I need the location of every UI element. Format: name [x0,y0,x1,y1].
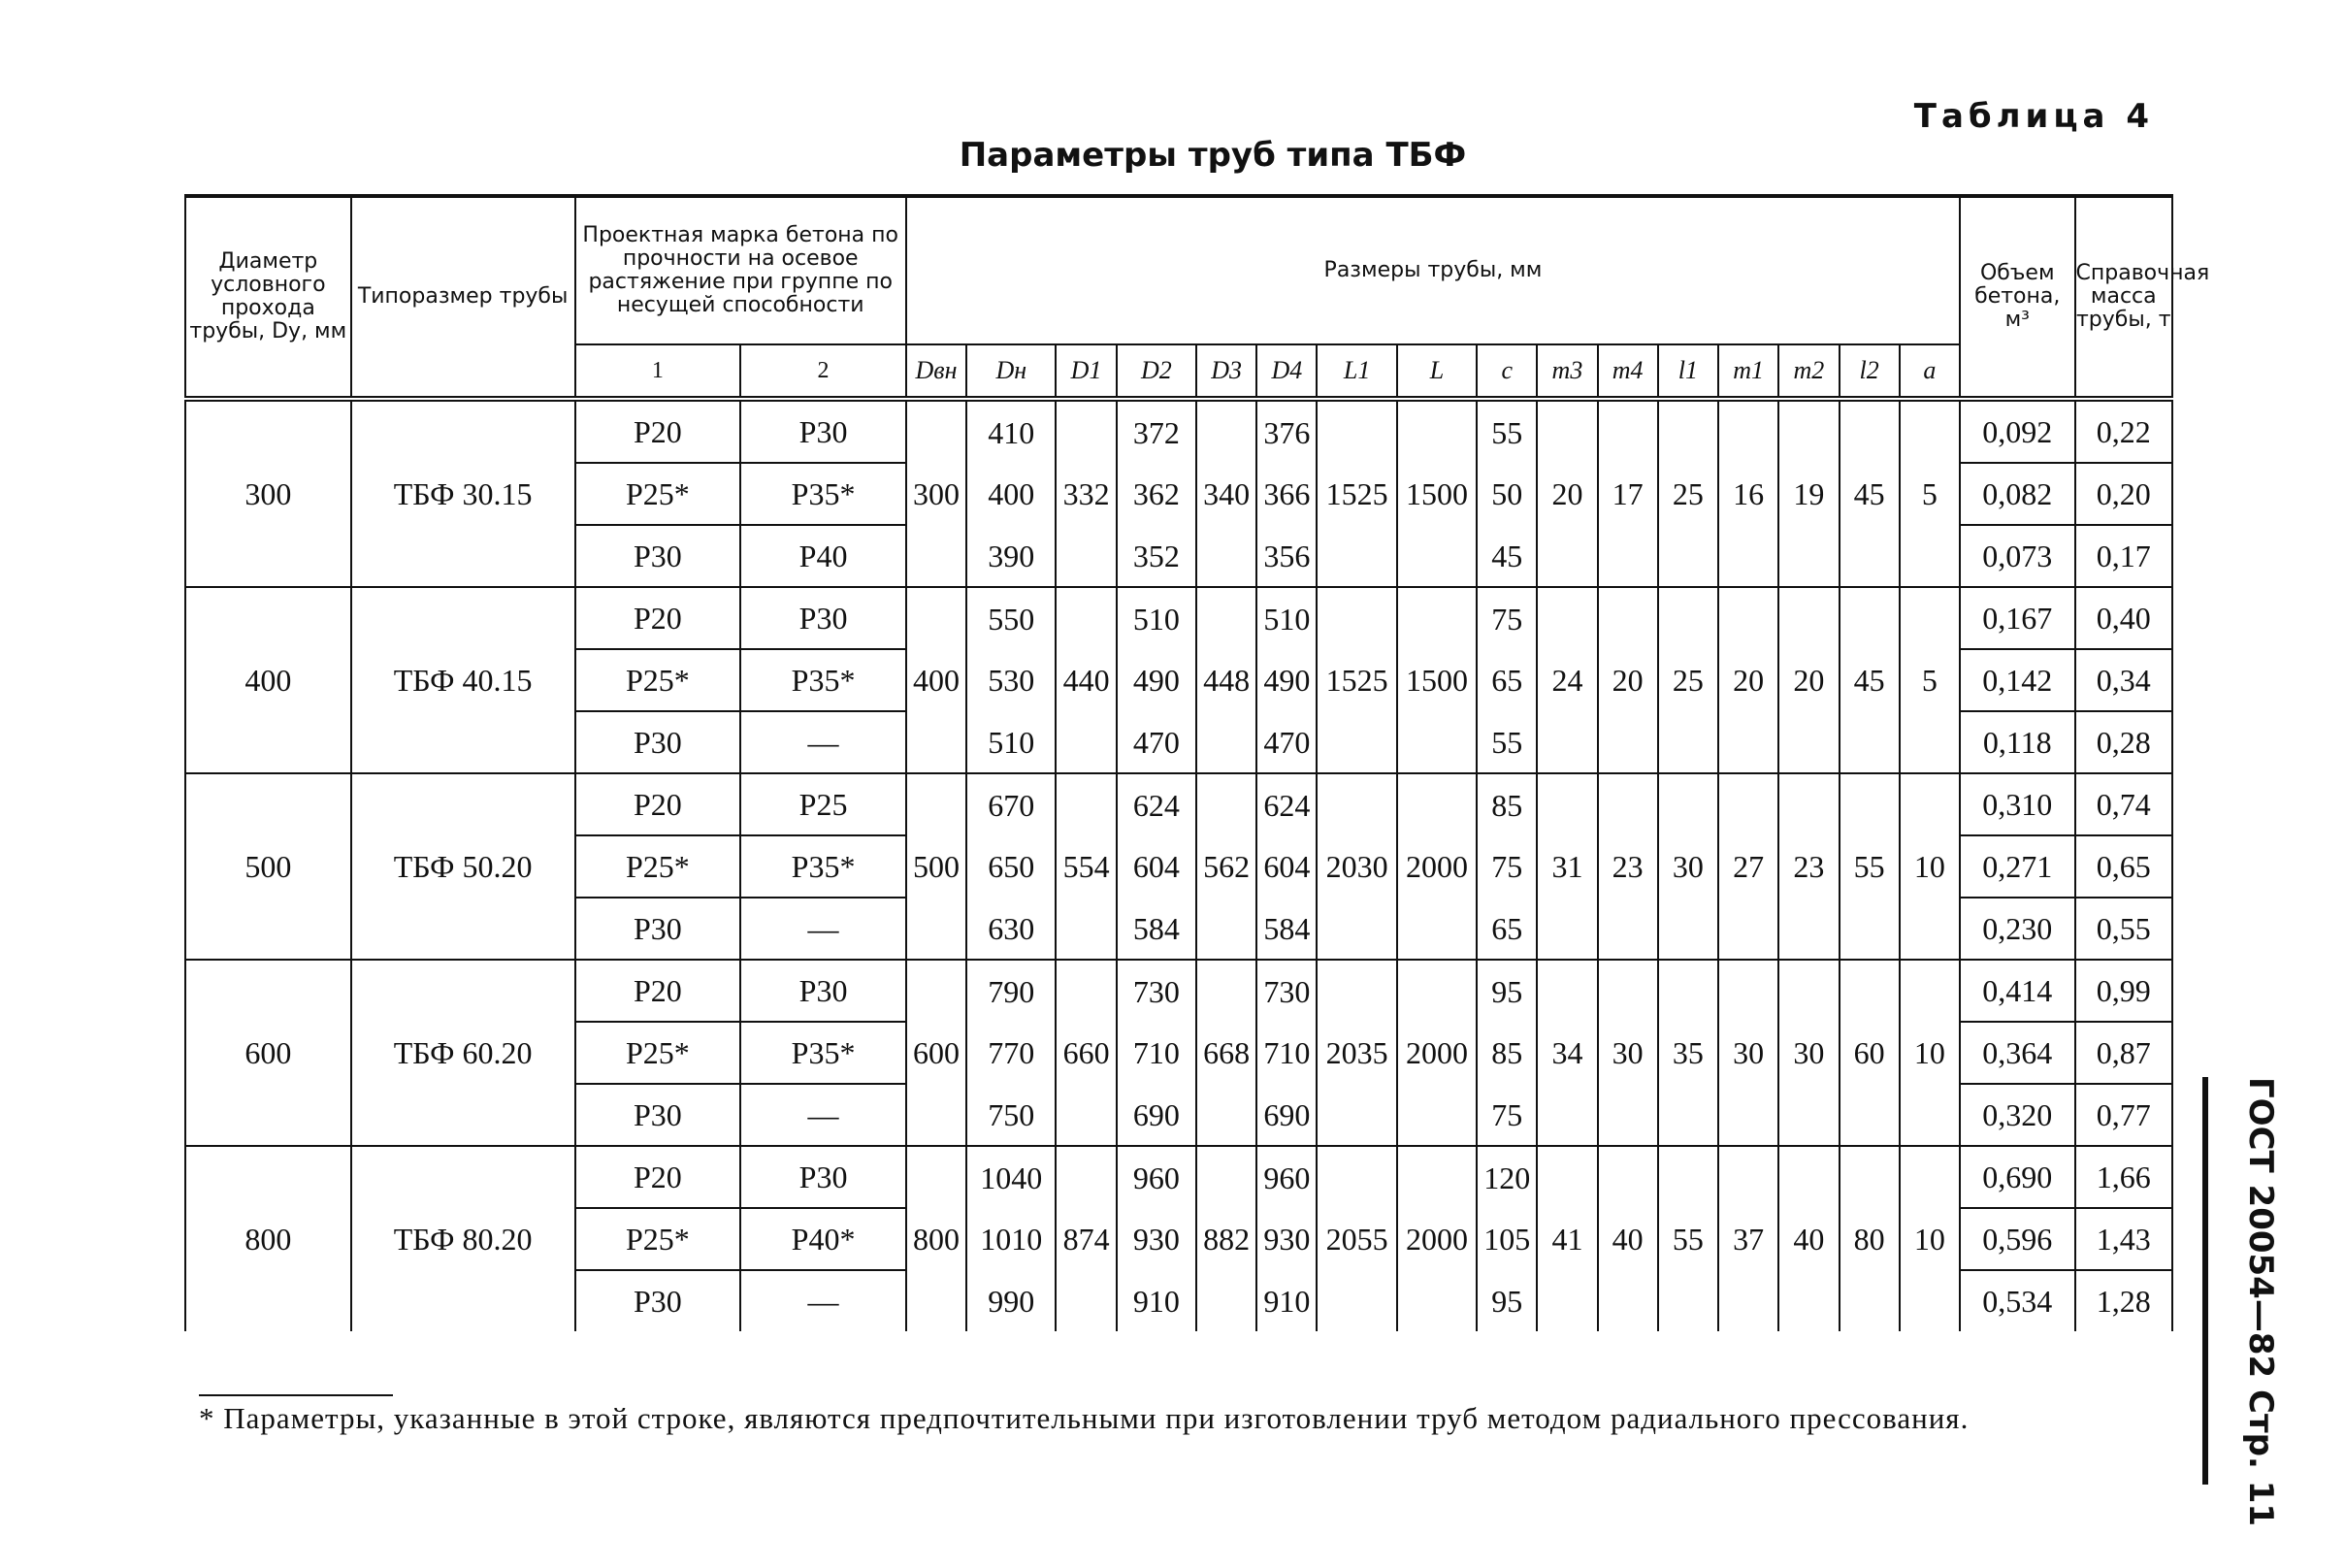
cell-volume: 0,073 [1960,525,2074,587]
cell-grade-2: — [740,898,906,960]
header-grade-2: 2 [740,344,906,399]
cell-d4: 376 [1256,399,1317,463]
cell-grade-2: — [740,711,906,773]
cell-dn: 750 [966,1084,1056,1146]
table-row [185,773,2172,835]
cell-volume: 0,092 [1960,399,2074,463]
cell-grade-1: Р20 [575,399,741,463]
cell-mass: 0,65 [2075,835,2173,898]
cell-l: 2000 [1397,773,1477,960]
cell-volume: 0,167 [1960,587,2074,649]
cell-m3: 20 [1537,399,1597,587]
cell-c: 50 [1477,463,1537,525]
cell-mass: 0,34 [2075,649,2173,711]
cell-dn: 990 [966,1270,1056,1331]
cell-d2: 710 [1117,1022,1196,1084]
cell-d1: 332 [1056,399,1116,587]
cell-grade-1: Р30 [575,1084,741,1146]
cell-d2: 470 [1117,711,1196,773]
cell-m3: 34 [1537,960,1597,1146]
cell-volume: 0,082 [1960,463,2074,525]
cell-d3: 668 [1196,960,1256,1146]
cell-dvn: 800 [906,1146,966,1331]
pipe-parameters-table-wrapper [184,194,2210,1331]
cell-d4: 366 [1256,463,1317,525]
cell-mass: 0,20 [2075,463,2173,525]
cell-volume: 0,320 [1960,1084,2074,1146]
cell-dn: 770 [966,1022,1056,1084]
cell-dn: 410 [966,399,1056,463]
cell-c: 55 [1477,711,1537,773]
cell-m3: 24 [1537,587,1597,773]
cell-grade-1: Р30 [575,898,741,960]
cell-type-size: ТБФ 80.20 [351,1146,575,1331]
cell-c: 120 [1477,1146,1537,1208]
cell-m4: 40 [1598,1146,1658,1331]
cell-grade-2: Р35* [740,649,906,711]
cell-grade-2: Р40* [740,1208,906,1270]
cell-grade-1: Р30 [575,711,741,773]
cell-grade-2: Р30 [740,1146,906,1208]
cell-c: 105 [1477,1208,1537,1270]
header-dim: c [1477,344,1537,399]
cell-dn: 790 [966,960,1056,1022]
cell-grade-2: Р30 [740,960,906,1022]
cell-grade-2: Р40 [740,525,906,587]
header-size: Типоразмер трубы [351,196,575,399]
cell-grade-1: Р25* [575,463,741,525]
cell-d2: 910 [1117,1270,1196,1331]
cell-d4: 690 [1256,1084,1317,1146]
cell-d2: 352 [1117,525,1196,587]
cell-mass: 0,99 [2075,960,2173,1022]
cell-d4: 730 [1256,960,1317,1022]
cell-d3: 448 [1196,587,1256,773]
table-row [185,587,2172,649]
cell-type-size: ТБФ 60.20 [351,960,575,1146]
cell-d2: 510 [1117,587,1196,649]
cell-m2: 20 [1778,587,1839,773]
cell-d4: 960 [1256,1146,1317,1208]
cell-diameter: 400 [185,587,351,773]
header-dim: l1 [1658,344,1718,399]
cell-type-size: ТБФ 40.15 [351,587,575,773]
header-dims-group: Размеры трубы, мм [906,196,1960,344]
header-grade-group: Проектная марка бетона по прочности на осевое растяжение при группе по несущей способности [575,196,906,344]
header-dim: a [1900,344,1960,399]
cell-m2: 30 [1778,960,1839,1146]
cell-dvn: 300 [906,399,966,587]
cell-l1s: 55 [1658,1146,1718,1331]
cell-a: 5 [1900,587,1960,773]
footnote-divider [199,1394,393,1396]
cell-volume: 0,118 [1960,711,2074,773]
cell-d2: 624 [1117,773,1196,835]
header-dim: m4 [1598,344,1658,399]
cell-l: 2000 [1397,960,1477,1146]
cell-mass: 0,17 [2075,525,2173,587]
cell-diameter: 500 [185,773,351,960]
cell-a: 5 [1900,399,1960,587]
cell-grade-1: Р25* [575,1208,741,1270]
cell-mass: 0,28 [2075,711,2173,773]
cell-grade-1: Р20 [575,1146,741,1208]
cell-d4: 624 [1256,773,1317,835]
cell-l1: 1525 [1317,399,1396,587]
header-dim: D1 [1056,344,1116,399]
cell-d2: 372 [1117,399,1196,463]
cell-volume: 0,596 [1960,1208,2074,1270]
cell-grade-2: — [740,1084,906,1146]
cell-mass: 0,77 [2075,1084,2173,1146]
header-dim: D3 [1196,344,1256,399]
cell-l1: 2030 [1317,773,1396,960]
cell-m1: 16 [1718,399,1778,587]
cell-l2: 80 [1840,1146,1900,1331]
cell-l2: 45 [1840,587,1900,773]
cell-c: 75 [1477,587,1537,649]
cell-dn: 530 [966,649,1056,711]
cell-dn: 630 [966,898,1056,960]
cell-m1: 37 [1718,1146,1778,1331]
cell-c: 85 [1477,773,1537,835]
cell-m3: 31 [1537,773,1597,960]
cell-m2: 40 [1778,1146,1839,1331]
cell-l1s: 30 [1658,773,1718,960]
cell-grade-1: Р30 [575,1270,741,1331]
header-dim: m2 [1778,344,1839,399]
footnote: * Параметры, указанные в этой строке, являются предпочтительными при изготовлении труб методом радиального прессования. [199,1401,1970,1435]
header-volume: Объем бетона, м³ [1960,196,2074,399]
cell-volume: 0,271 [1960,835,2074,898]
cell-volume: 0,534 [1960,1270,2074,1331]
cell-type-size: ТБФ 30.15 [351,399,575,587]
cell-dvn: 600 [906,960,966,1146]
cell-c: 55 [1477,399,1537,463]
cell-volume: 0,230 [1960,898,2074,960]
cell-d4: 710 [1256,1022,1317,1084]
cell-diameter: 800 [185,1146,351,1331]
header-dim: l2 [1840,344,1900,399]
cell-grade-1: Р25* [575,649,741,711]
cell-grade-1: Р20 [575,587,741,649]
cell-c: 75 [1477,1084,1537,1146]
header-dim: m3 [1537,344,1597,399]
header-dim: L [1397,344,1477,399]
cell-grade-2: — [740,1270,906,1331]
cell-l1s: 25 [1658,399,1718,587]
cell-dn: 400 [966,463,1056,525]
cell-volume: 0,142 [1960,649,2074,711]
cell-mass: 0,87 [2075,1022,2173,1084]
cell-m3: 41 [1537,1146,1597,1331]
header-dim: Dн [966,344,1056,399]
cell-mass: 1,43 [2075,1208,2173,1270]
side-page-label: ГОСТ 20054—82 Стр. 11 [2241,1077,2280,1527]
cell-l1: 1525 [1317,587,1396,773]
cell-c: 95 [1477,1270,1537,1331]
cell-d4: 910 [1256,1270,1317,1331]
cell-volume: 0,414 [1960,960,2074,1022]
cell-d2: 584 [1117,898,1196,960]
cell-d1: 660 [1056,960,1116,1146]
cell-d4: 490 [1256,649,1317,711]
table-title: Параметры труб типа ТБФ [959,136,1467,175]
cell-l1s: 25 [1658,587,1718,773]
header-dim: L1 [1317,344,1396,399]
cell-d2: 930 [1117,1208,1196,1270]
cell-grade-1: Р30 [575,525,741,587]
cell-type-size: ТБФ 50.20 [351,773,575,960]
cell-dvn: 500 [906,773,966,960]
cell-grade-2: Р30 [740,587,906,649]
cell-grade-2: Р25 [740,773,906,835]
cell-dvn: 400 [906,587,966,773]
cell-d3: 562 [1196,773,1256,960]
cell-c: 65 [1477,649,1537,711]
cell-c: 85 [1477,1022,1537,1084]
cell-grade-2: Р35* [740,835,906,898]
cell-diameter: 300 [185,399,351,587]
table-row [185,399,2172,463]
cell-m4: 20 [1598,587,1658,773]
cell-mass: 0,74 [2075,773,2173,835]
cell-l2: 45 [1840,399,1900,587]
cell-grade-2: Р30 [740,399,906,463]
cell-a: 10 [1900,773,1960,960]
cell-mass: 0,40 [2075,587,2173,649]
cell-d4: 930 [1256,1208,1317,1270]
cell-l1: 2035 [1317,960,1396,1146]
cell-d1: 874 [1056,1146,1116,1331]
cell-grade-2: Р35* [740,1022,906,1084]
cell-l2: 55 [1840,773,1900,960]
header-dim: Dвн [906,344,966,399]
header-dim: D4 [1256,344,1317,399]
table-row [185,1146,2172,1208]
cell-d4: 584 [1256,898,1317,960]
cell-grade-2: Р35* [740,463,906,525]
header-dim: m1 [1718,344,1778,399]
cell-c: 65 [1477,898,1537,960]
cell-d3: 882 [1196,1146,1256,1331]
cell-d1: 554 [1056,773,1116,960]
cell-d4: 356 [1256,525,1317,587]
cell-l: 2000 [1397,1146,1477,1331]
cell-d2: 362 [1117,463,1196,525]
cell-volume: 0,690 [1960,1146,2074,1208]
cell-mass: 0,22 [2075,399,2173,463]
header-grade-1: 1 [575,344,741,399]
cell-volume: 0,310 [1960,773,2074,835]
cell-d4: 604 [1256,835,1317,898]
cell-l1s: 35 [1658,960,1718,1146]
cell-mass: 1,66 [2075,1146,2173,1208]
header-dim: D2 [1117,344,1196,399]
cell-m2: 23 [1778,773,1839,960]
cell-volume: 0,364 [1960,1022,2074,1084]
header-mass: Справочная масса трубы, т [2075,196,2173,399]
cell-l: 1500 [1397,399,1477,587]
cell-m4: 23 [1598,773,1658,960]
cell-a: 10 [1900,960,1960,1146]
cell-dn: 1040 [966,1146,1056,1208]
cell-mass: 1,28 [2075,1270,2173,1331]
cell-m1: 27 [1718,773,1778,960]
cell-dn: 670 [966,773,1056,835]
cell-m2: 19 [1778,399,1839,587]
cell-diameter: 600 [185,960,351,1146]
table-row [185,960,2172,1022]
cell-grade-1: Р25* [575,835,741,898]
cell-m1: 30 [1718,960,1778,1146]
cell-d2: 690 [1117,1084,1196,1146]
cell-dn: 1010 [966,1208,1056,1270]
cell-d2: 604 [1117,835,1196,898]
cell-dn: 390 [966,525,1056,587]
cell-c: 45 [1477,525,1537,587]
cell-dn: 550 [966,587,1056,649]
header-diameter: Диаметр условного прохода трубы, Dу, мм [185,196,351,399]
cell-mass: 0,55 [2075,898,2173,960]
cell-m1: 20 [1718,587,1778,773]
pipe-parameters-table [184,194,2210,1331]
cell-l2: 60 [1840,960,1900,1146]
cell-d3: 340 [1196,399,1256,587]
cell-c: 95 [1477,960,1537,1022]
cell-a: 10 [1900,1146,1960,1331]
cell-grade-1: Р20 [575,960,741,1022]
cell-d4: 470 [1256,711,1317,773]
cell-dn: 650 [966,835,1056,898]
cell-m4: 30 [1598,960,1658,1146]
cell-grade-1: Р20 [575,773,741,835]
cell-m4: 17 [1598,399,1658,587]
cell-grade-1: Р25* [575,1022,741,1084]
cell-d4: 510 [1256,587,1317,649]
table-label: Таблица 4 [1913,97,2154,136]
cell-d2: 730 [1117,960,1196,1022]
cell-c: 75 [1477,835,1537,898]
cell-d1: 440 [1056,587,1116,773]
cell-l: 1500 [1397,587,1477,773]
cell-d2: 960 [1117,1146,1196,1208]
cell-dn: 510 [966,711,1056,773]
cell-l1: 2055 [1317,1146,1396,1331]
cell-d2: 490 [1117,649,1196,711]
